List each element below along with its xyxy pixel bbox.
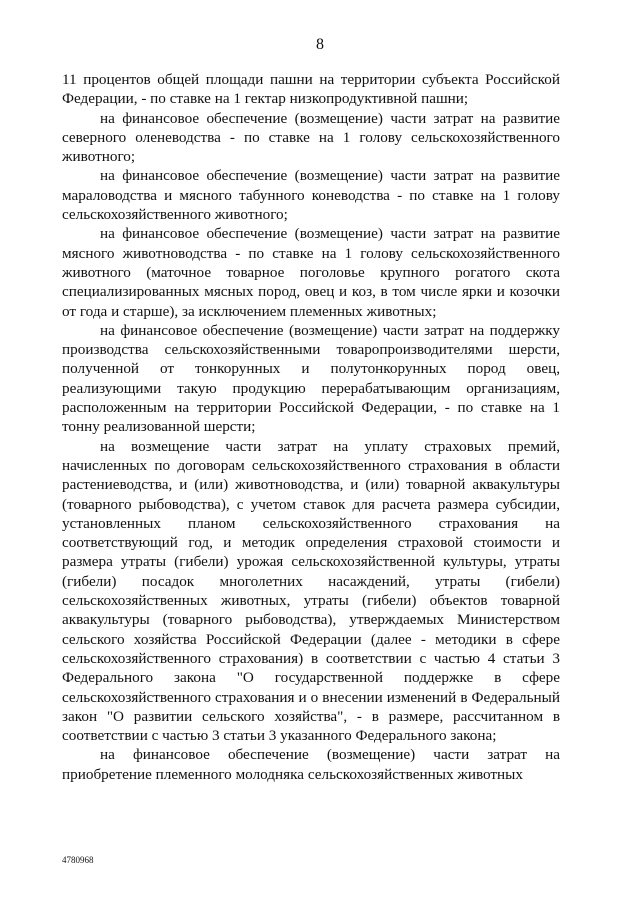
- paragraph: на финансовое обеспечение (возмещение) части затрат на поддержку производства сельскохозяйственными товаропроизводителями шерсти, полученной от тонкорунных и полутонкорунных пород овец, реализующими такую продукцию перерабатывающим организациям, расположенным на территории Российской Федерации, - по ставке на 1 тонну реализованной шерсти;: [62, 321, 560, 436]
- document-code: 4780968: [62, 855, 94, 865]
- document-body: [62, 70, 560, 784]
- page-number: 8: [316, 36, 324, 53]
- paragraph: на финансовое обеспечение (возмещение) части затрат на развитие мараловодства и мясного табунного коневодства - по ставке на 1 голову сельскохозяйственного животного;: [62, 167, 560, 224]
- paragraph: на финансовое обеспечение (возмещение) части затрат на приобретение племенного молодняка сельскохозяйственных животных: [62, 746, 560, 783]
- paragraph: на возмещение части затрат на уплату страховых премий, начисленных по договорам сельскохозяйственного страхования в области растениеводства, и (или) животноводства, и (или) товарной аквакультуры (товарного рыбоводства), с учетом ставок для расчета размера субсидии, установленных планом сельскохозяйственного страхования на соответствующий год, и методик определения страховой стоимости и размера утраты (гибели) урожая сельскохозяйственной культуры, утраты (гибели) посадок многолетних насаждений, утраты (гибели) сельскохозяйственных животных, утраты (гибели) объектов товарной аквакультуры (товарного рыбоводства), утверждаемых Министерством сельского хозяйства Российской Федерации (далее - методики в сфере сельскохозяйственного страхования) в соответствии с частью 4 статьи 3 Федерального закона "О государственной поддержке в сфере сельскохозяйственного страхования и о внесении изменений в Федеральный закон "О развитии сельского хозяйства", - в размере, рассчитанном в соответствии с частью 3 статьи 3 указанного Федерального закона;: [62, 437, 560, 745]
- paragraph: на финансовое обеспечение (возмещение) части затрат на развитие мясного животноводства - по ставке на 1 голову сельскохозяйственного животного (маточное товарное поголовье крупного рогатого скота специализированных мясных пород, овец и коз, в том числе ярки и козочки от года и старше), за исключением племенных животных;: [62, 225, 560, 320]
- paragraph: на финансовое обеспечение (возмещение) части затрат на развитие северного оленеводства - по ставке на 1 голову сельскохозяйственного животного;: [62, 109, 560, 166]
- paragraph: 11 процентов общей площади пашни на территории субъекта Российской Федерации, - по ставке на 1 гектар низкопродуктивной пашни;: [62, 71, 560, 108]
